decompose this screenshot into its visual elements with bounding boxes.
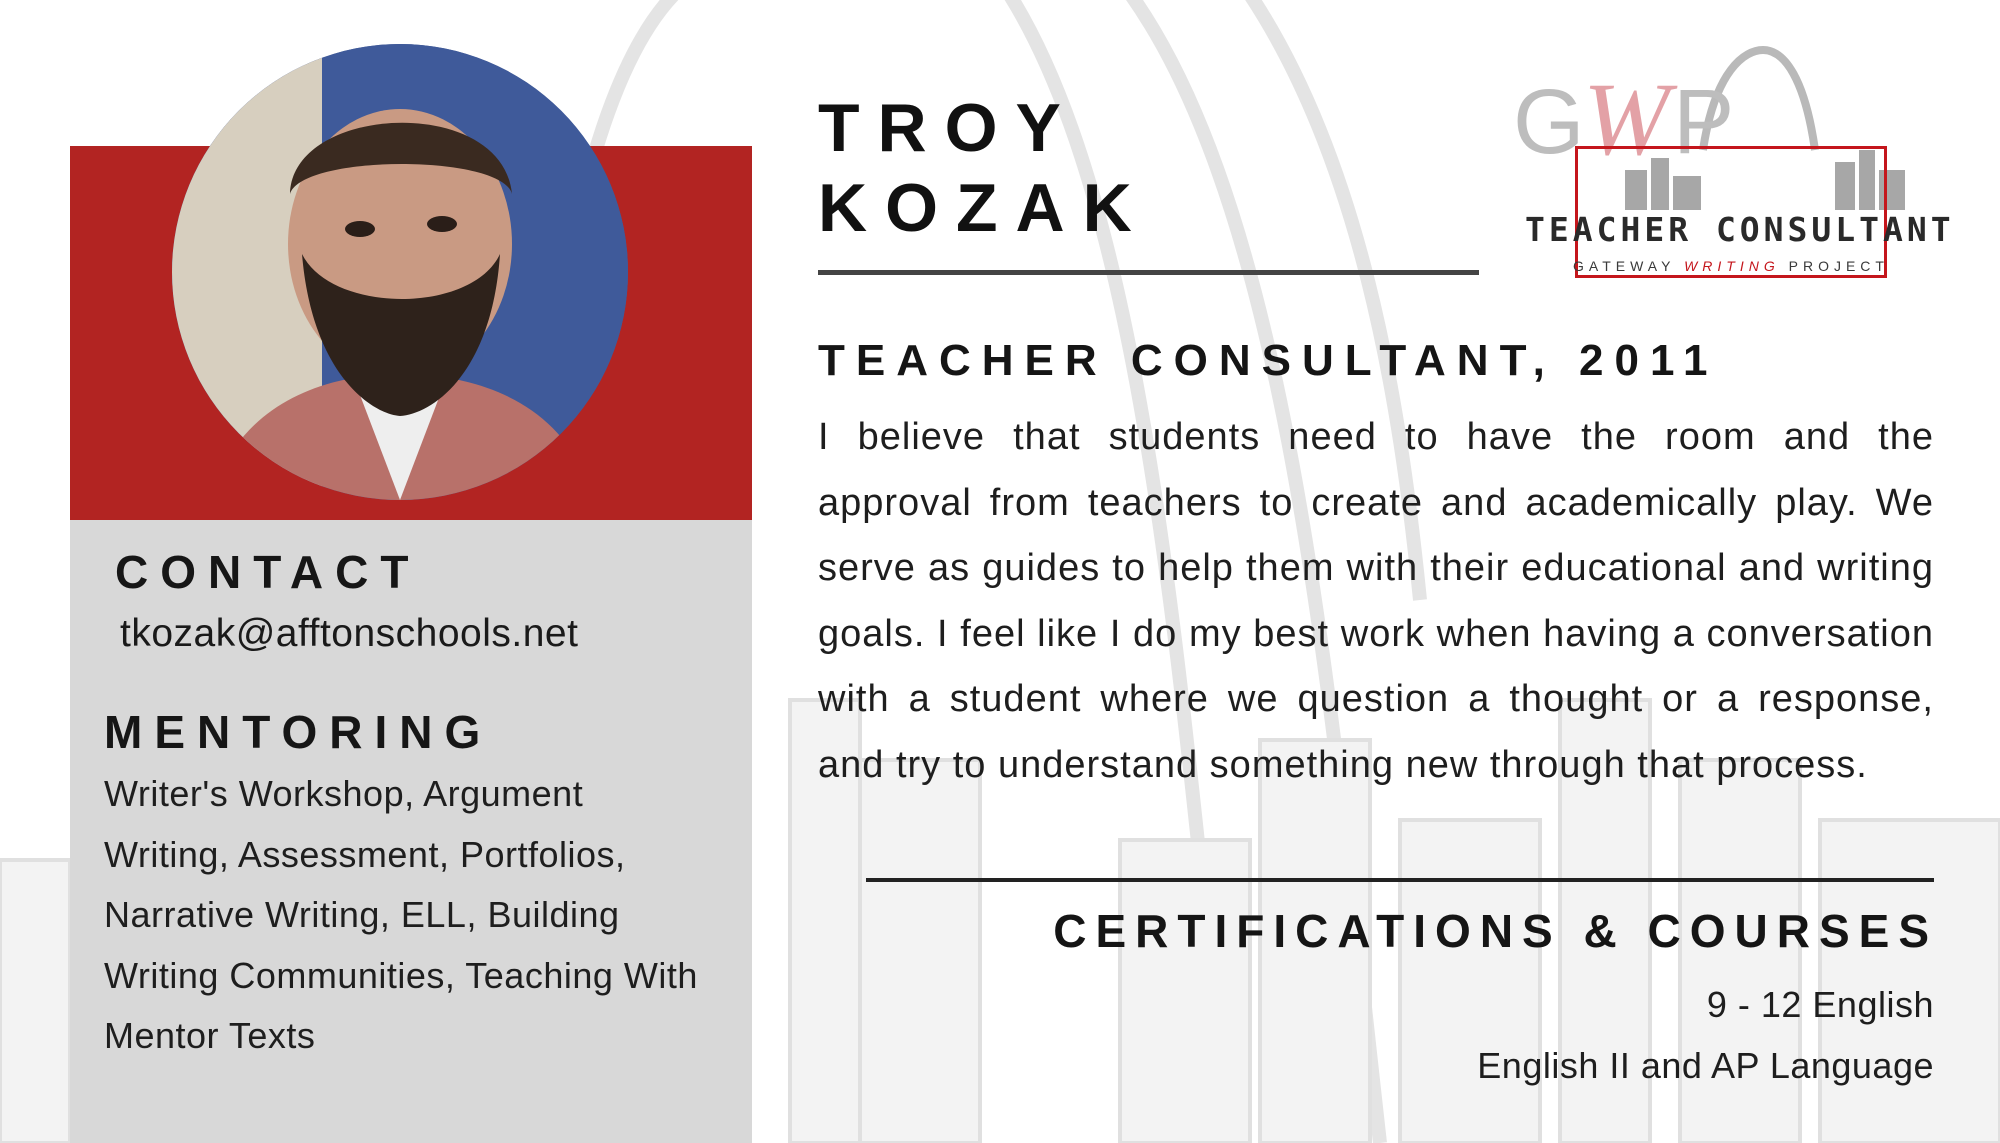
logo-subtitle (1525, 258, 1937, 274)
gwp-logo (1505, 30, 1955, 290)
certification-item: 9 - 12 English (1706, 984, 1934, 1025)
profile-photo (172, 44, 628, 500)
contact-email[interactable]: tkozak@afftonschools.net (120, 612, 579, 655)
name-divider (818, 270, 1479, 275)
logo-subtitle-highlight: WRITING (1684, 258, 1780, 274)
mentoring-heading: MENTORING (104, 706, 493, 758)
logo-main-text: TEACHER CONSULTANT (1525, 210, 1955, 249)
last-name: KOZAK (818, 170, 1150, 246)
mentoring-text: Writer's Workshop, Argument Writing, Assessment, Portfolios, Narrative Writing, ELL, Building Writing Communities, Teaching With Mentor Texts (104, 773, 698, 1056)
bio-text: I believe that students need to have the room and the approval from teachers to create and academically play. We serve as guides to help them with their educational and writing goals. I feel like I do my best work when having a conversation with a student where we question a thought or a response, and try to understand something new through that process. (818, 416, 1934, 786)
first-name: TROY (818, 90, 1079, 166)
logo-subtitle-prefix: GATEWAY (1573, 258, 1685, 274)
logo-letter-g: G (1513, 71, 1585, 173)
certifications-list (1477, 974, 1934, 1096)
person-name (818, 88, 1150, 248)
certifications-divider (866, 878, 1934, 882)
certification-item: English II and AP Language (1477, 1045, 1934, 1086)
logo-subtitle-suffix: PROJECT (1779, 258, 1889, 274)
role-title: TEACHER CONSULTANT, 2011 (818, 336, 1719, 385)
logo-letter-w: W (1583, 62, 1670, 177)
contact-heading: CONTACT (115, 546, 421, 598)
logo-letter-p: P (1673, 71, 1735, 173)
certifications-heading: CERTIFICATIONS & COURSES (1053, 905, 1938, 957)
